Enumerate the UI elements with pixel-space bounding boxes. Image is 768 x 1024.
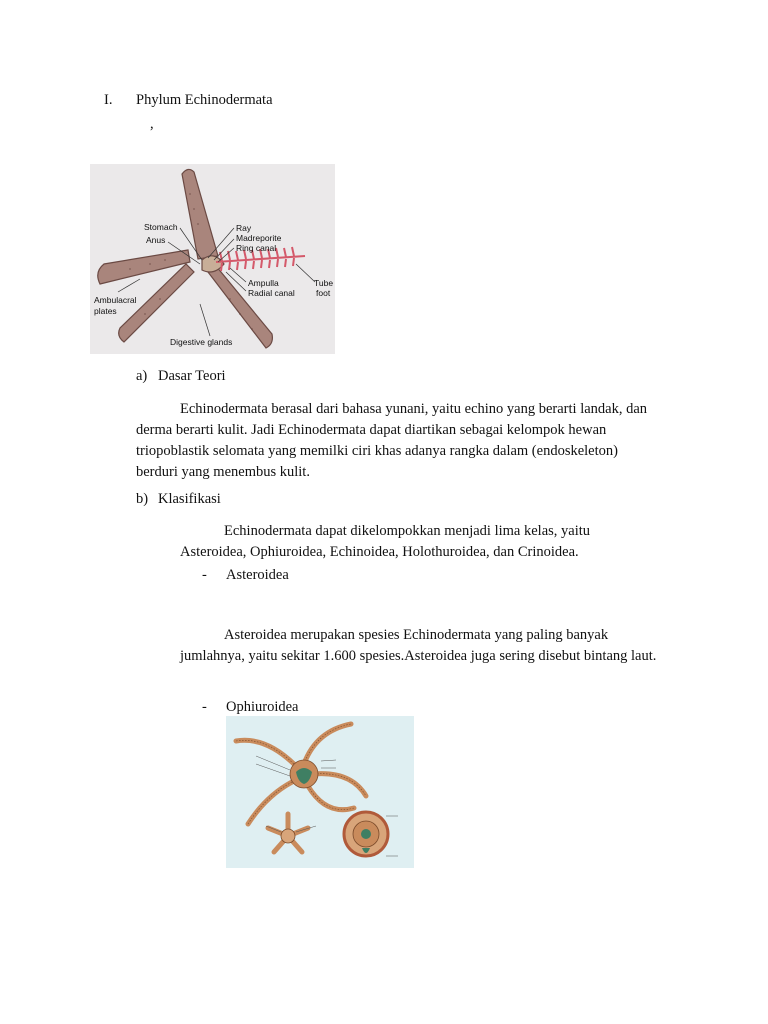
label-foot: foot (316, 288, 331, 298)
label-tube: Tube (314, 278, 334, 288)
paragraph-line: Asteroidea merupakan spesies Echinodermata yang paling banyak (224, 627, 609, 643)
bullet-dash: - (202, 699, 207, 715)
subsection-b-letter: b) (136, 491, 149, 507)
section-title: Phylum Echinodermata (136, 92, 273, 108)
paragraph-line: Echinodermata dapat dikelompokkan menjadi lima kelas, yaitu (224, 523, 591, 539)
label-anus: Anus (146, 235, 166, 245)
paragraph-line: triopoblastik selomata yang memilki ciri khas adanya rangka dalam (endoskeleton) (136, 443, 618, 459)
paragraph-line: Echinodermata berasal dari bahasa yunani, yaitu echino yang berarti landak, dan (180, 401, 648, 417)
paragraph-line: derma berarti kulit. Jadi Echinodermata dapat diartikan sebagai kelompok hewan (136, 422, 607, 438)
label-ambulacral: Ambulacral (94, 295, 137, 305)
label-radial-canal: Radial canal (248, 288, 295, 298)
label-ring-canal: Ring canal (236, 243, 277, 253)
subsection-a-title: Dasar Teori (158, 368, 226, 384)
asteroidea-paragraph (180, 625, 680, 667)
item-ophiuroidea: Ophiuroidea (226, 699, 299, 715)
stray-comma: , (150, 116, 154, 132)
paragraph-line: jumlahnya, yaitu sekitar 1.600 spesies.Asteroidea juga sering disebut bintang laut. (180, 648, 657, 664)
subsection-b-title: Klasifikasi (158, 491, 221, 507)
label-stomach: Stomach (144, 222, 178, 232)
starfish-anatomy-figure (90, 164, 335, 354)
label-ampulla: Ampulla (248, 278, 279, 288)
dasar-teori-paragraph (136, 399, 656, 483)
paragraph-line: berduri yang menembus kulit. (136, 464, 310, 480)
klasifikasi-paragraph (180, 521, 650, 563)
label-plates: plates (94, 306, 117, 316)
brittle-star-figure (226, 716, 414, 868)
label-ray: Ray (236, 223, 252, 233)
item-asteroidea: Asteroidea (226, 567, 289, 583)
paragraph-line: Asteroidea, Ophiuroidea, Echinoidea, Holothuroidea, dan Crinoidea. (180, 544, 579, 560)
label-madreporite: Madreporite (236, 233, 282, 243)
subsection-a-letter: a) (136, 368, 148, 384)
bullet-dash: - (202, 567, 207, 583)
label-digestive-glands: Digestive glands (170, 337, 233, 347)
section-number: I. (104, 92, 113, 108)
